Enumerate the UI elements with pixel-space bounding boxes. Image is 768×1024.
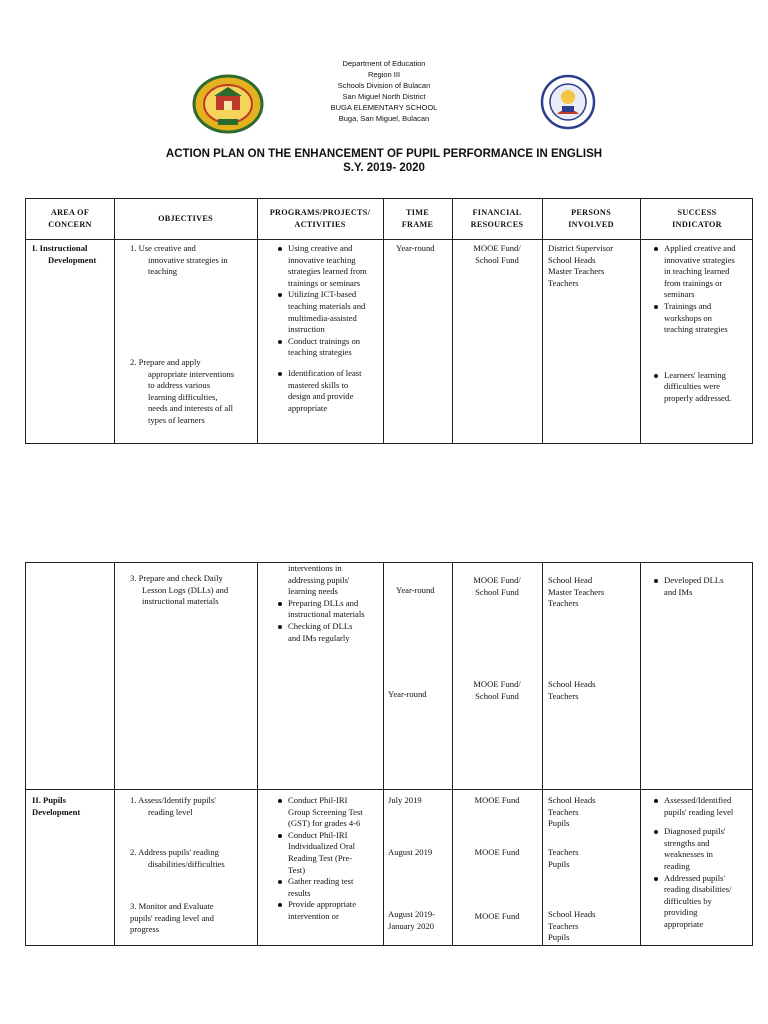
header-programs: PROGRAMS/PROJECTS/ ACTIVITIES	[269, 208, 371, 229]
financial-resources: MOOE Fund	[474, 847, 520, 857]
time-frame: Year-round	[396, 243, 435, 253]
program-item: Gather reading test results	[288, 876, 382, 899]
header-persons-involved: PERSONS INVOLVED	[568, 208, 614, 229]
header-objectives: OBJECTIVES	[158, 214, 213, 223]
time-frame: Year-round	[396, 585, 435, 595]
area-instructional-development: I. Instructional Development	[32, 243, 97, 265]
success-item: Applied creative and innovative strategies in teaching learned from trainings or seminars	[664, 243, 754, 301]
program-item: Provide appropriate intervention or	[288, 899, 382, 922]
letterhead-line: BUGA ELEMENTARY SCHOOL	[330, 103, 438, 112]
time-frame: August 2019	[388, 847, 433, 857]
objective-2: 2. Prepare and apply appropriate interventions to address various learning difficulties, needs and interests of all types of learners	[130, 357, 235, 425]
letterhead-line: Region III	[367, 70, 401, 79]
program-item: Conduct Phil-IRI Individualized Oral Reading Test (Pre- Test)	[288, 830, 382, 876]
success-item: Diagnosed pupils' strengths and weaknesses in reading	[664, 826, 754, 872]
letterhead-line: Buga, San Miguel, Bulacan	[338, 114, 430, 123]
program-item: Utilizing ICT-based teaching materials and multimedia-assisted instruction	[288, 289, 382, 335]
success-item: Trainings and workshops on teaching strategies	[664, 301, 754, 336]
document-title: ACTION PLAN ON THE ENHANCEMENT OF PUPIL PERFORMANCE IN ENGLISH	[165, 148, 603, 160]
header-time-frame: TIME FRAME	[401, 208, 434, 229]
program-item: Preparing DLLs and instructional materials	[288, 598, 382, 621]
time-frame: Year-round	[388, 689, 427, 699]
area-pupils-development: II. Pupils Development	[32, 795, 81, 817]
persons-involved: School Heads Teachers Pupils	[548, 795, 596, 829]
time-frame: July 2019	[388, 795, 422, 805]
financial-resources: MOOE Fund/ School Fund	[473, 575, 521, 597]
programs-list-continued: interventions in addressing pupils' learning needs Preparing DLLs and instructional materials Checking of DLLs and IMs regularly	[274, 563, 382, 644]
persons-involved: District Supervisor School Heads Master Teachers Teachers	[548, 243, 614, 288]
success-item: Learners' learning difficulties were properly addressed.	[664, 370, 754, 405]
letterhead-line: San Miguel North District	[342, 92, 426, 101]
time-frame: August 2019- January 2020	[388, 909, 436, 931]
school-year: S.Y. 2019- 2020	[343, 162, 425, 174]
objective-1: 1. Assess/Identify pupils' reading level	[130, 795, 216, 817]
letterhead	[284, 58, 484, 124]
success-item: Developed DLLs and IMs	[664, 575, 754, 598]
persons-involved: School Heads Teachers	[548, 679, 596, 701]
success-item: Addressed pupils' reading disabilities/ difficulties by providing appropriate	[664, 873, 754, 931]
program-item: Identification of least mastered skills to design and provide appropriate	[288, 368, 382, 414]
persons-involved: Teachers Pupils	[548, 847, 579, 869]
header-success-indicator: SUCCESS INDICATOR	[672, 208, 722, 229]
letterhead-line: Department of Education	[342, 59, 426, 68]
objective-3: 3. Prepare and check Daily Lesson Logs (DLLs) and instructional materials	[130, 573, 229, 607]
persons-involved: School Heads Teachers Pupils	[548, 909, 596, 943]
program-item: Checking of DLLs and IMs regularly	[288, 621, 382, 644]
success-indicators	[650, 795, 754, 931]
action-plan-table-2	[25, 562, 753, 946]
buga-elementary-school-seal	[192, 74, 264, 139]
objective-3: 3. Monitor and Evaluate pupils' reading level and progress	[130, 901, 214, 935]
program-item: Conduct Phil-IRI Group Screening Test (GST) for grades 4-6	[288, 795, 382, 830]
financial-resources: MOOE Fund/ School Fund	[473, 679, 521, 701]
header-area-of-concern: AREA OF CONCERN	[48, 208, 92, 229]
program-item: Using creative and innovative teaching strategies learned from trainings or seminars	[288, 243, 382, 289]
success-indicators	[650, 243, 754, 405]
programs-list	[274, 243, 382, 414]
action-plan-table-1	[25, 198, 753, 444]
objective-1: 1. Use creative and innovative strategies in teaching	[130, 243, 228, 277]
letterhead-line: Schools Division of Bulacan	[337, 81, 431, 90]
financial-resources: MOOE Fund	[474, 795, 520, 805]
program-item: Conduct trainings on teaching strategies	[288, 336, 382, 359]
financial-resources: MOOE Fund	[474, 911, 520, 921]
objective-2: 2. Address pupils' reading disabilities/difficulties	[130, 847, 225, 869]
financial-resources: MOOE Fund/ School Fund	[473, 243, 521, 265]
persons-involved: School Head Master Teachers Teachers	[548, 575, 605, 609]
deped-seal	[540, 74, 596, 135]
header-financial-resources: FINANCIAL RESOURCES	[470, 208, 524, 229]
success-item: Assessed/Identified pupils' reading level	[664, 795, 754, 818]
success-indicators	[650, 575, 754, 598]
programs-list	[274, 795, 382, 923]
